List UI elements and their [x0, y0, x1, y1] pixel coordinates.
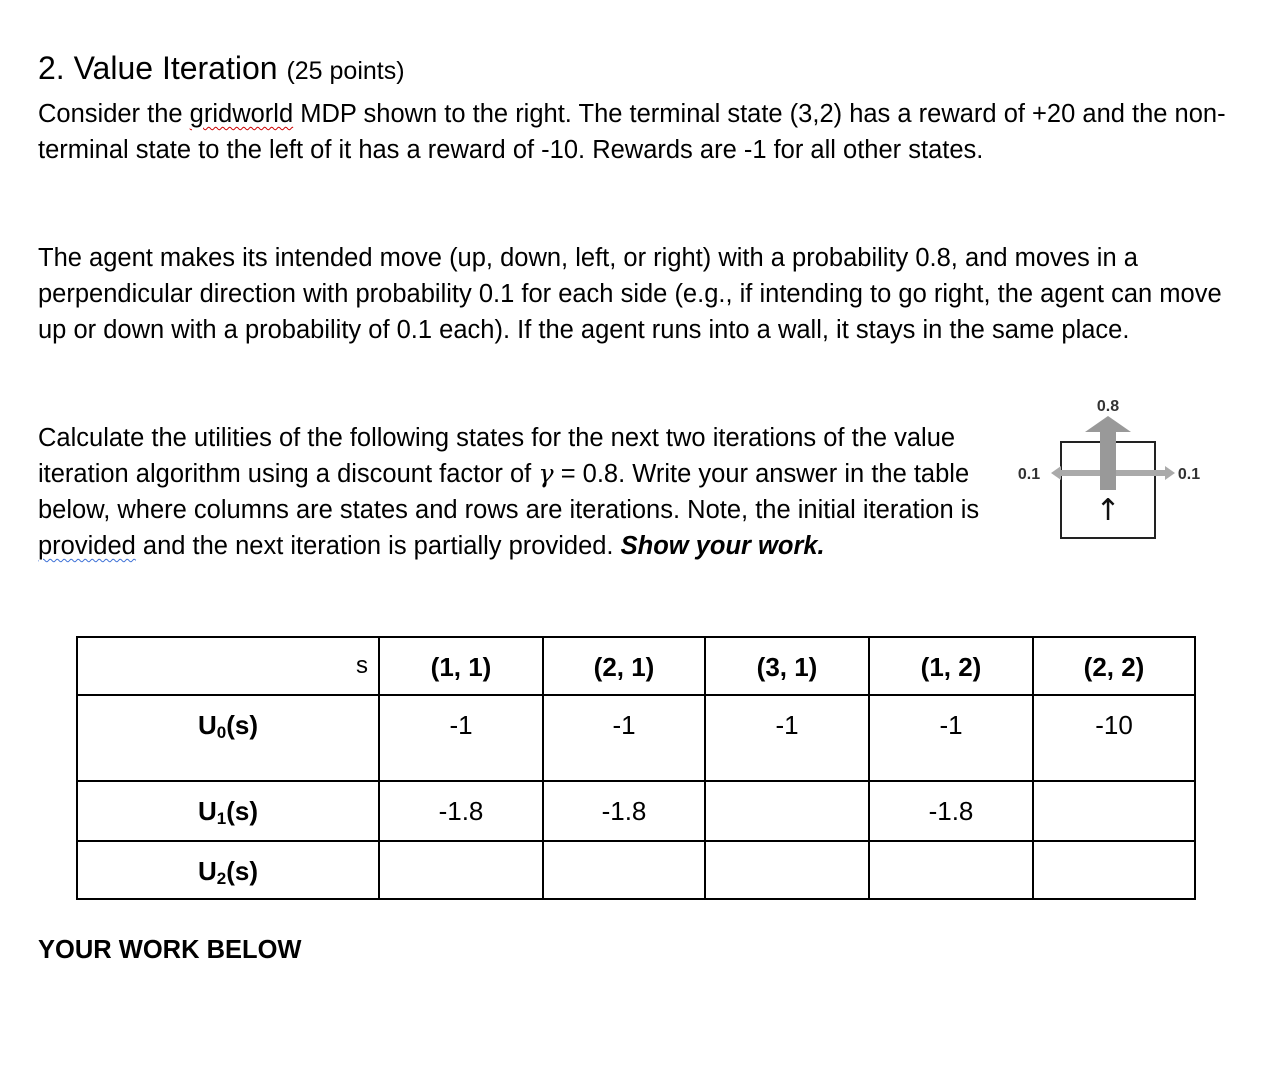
agent-up-arrow-icon: ↑ — [1095, 493, 1121, 528]
table-header-row — [77, 637, 1195, 695]
table-row-u2 — [77, 841, 1195, 899]
show-work-emphasis: Show your work. — [620, 532, 825, 560]
row-label: $U_0(s)$ — [77, 695, 379, 781]
problem-paragraph-1: Consider the gridworld MDP shown to the right. The terminal state (3,2) has a reward of +20 and the non-terminal state to the left of it has a reward of -10. Rewards are -1 for all other states. — [38, 100, 1226, 164]
value-cell[interactable]: -1 — [705, 695, 869, 781]
prob-right-label: 0.1 — [1177, 466, 1201, 483]
your-work-label: YOUR WORK BELOW — [38, 936, 302, 964]
table-row-u0 — [77, 695, 1195, 781]
question-heading — [38, 50, 405, 87]
value-cell[interactable]: -1.8 — [379, 781, 543, 841]
gamma-symbol: γ — [538, 459, 554, 489]
spellcheck-word: gridworld — [189, 100, 294, 128]
value-cell[interactable]: -10 — [1033, 695, 1195, 781]
table-row-u1 — [77, 781, 1195, 841]
grammar-underlined-word: provided — [38, 532, 136, 560]
question-title: 2. Value Iteration — [38, 50, 278, 86]
value-cell[interactable] — [543, 841, 705, 899]
value-cell[interactable] — [705, 841, 869, 899]
column-header: (3, 1) — [705, 637, 869, 695]
problem-paragraph-3: Calculate the utilities of the following states for the next two iterations of the value iteration algorithm using a discount factor of γ = 0.8. Write your answer in the table below, where columns are states and rows are iterations. Note, the initial iteration is provided and the next iteration is partially provided. Show your work. — [38, 424, 980, 560]
problem-paragraph-2: The agent makes its intended move (up, down, left, or right) with a probability 0.8, and moves in a perpendicular direction with probability 0.1 for each side (e.g., if intending to go right, the agent can move up or down with a probability of 0.1 each). If the agent runs into a wall, it stays in the same place. — [38, 244, 1222, 344]
prob-forward-label: 0.8 — [1096, 398, 1120, 415]
value-cell[interactable] — [1033, 841, 1195, 899]
value-cell[interactable]: -1 — [379, 695, 543, 781]
forward-arrow-icon — [1085, 416, 1131, 490]
state-label-cell: s — [77, 637, 379, 695]
value-cell[interactable] — [379, 841, 543, 899]
row-label: $U_2(s)$ — [77, 841, 379, 899]
left-slip-arrow-icon — [1051, 466, 1100, 480]
question-points: (25 points) — [286, 57, 405, 85]
value-cell[interactable] — [1033, 781, 1195, 841]
transition-diagram-svg — [1005, 392, 1225, 552]
value-cell[interactable] — [705, 781, 869, 841]
prob-left-label: 0.1 — [1017, 466, 1041, 483]
column-header: (2, 2) — [1033, 637, 1195, 695]
transition-diagram — [1005, 392, 1225, 552]
column-header: (1, 1) — [379, 637, 543, 695]
value-cell[interactable]: -1 — [869, 695, 1033, 781]
value-cell[interactable]: -1.8 — [543, 781, 705, 841]
column-header: (2, 1) — [543, 637, 705, 695]
column-header: (1, 2) — [869, 637, 1033, 695]
value-cell[interactable] — [869, 841, 1033, 899]
row-label: $U_1(s)$ — [77, 781, 379, 841]
right-slip-arrow-icon — [1116, 466, 1175, 480]
value-cell[interactable]: -1 — [543, 695, 705, 781]
utilities-table — [76, 636, 1196, 900]
value-cell[interactable]: -1.8 — [869, 781, 1033, 841]
